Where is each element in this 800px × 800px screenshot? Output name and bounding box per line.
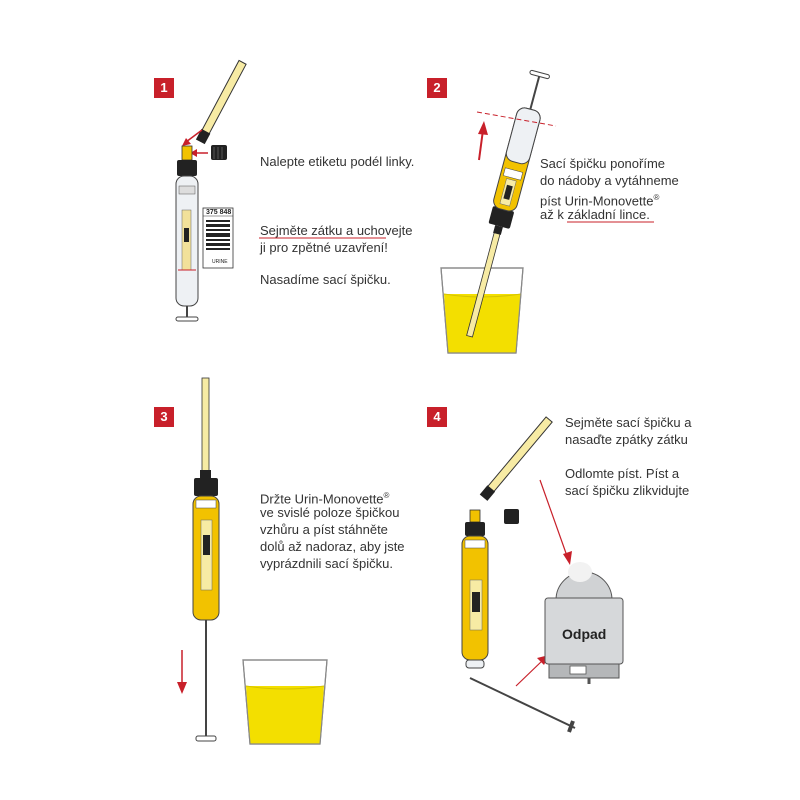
step3-text-3: vzhůru a píst stáhněte [260,522,388,537]
step2-text-4: až k základní lince. [540,207,650,222]
step-2-badge: 2 [427,78,447,98]
step1-cap [211,145,227,160]
step3-suction-tip [202,378,209,474]
step3-text-1: Držte Urin-Monovette® [260,491,390,507]
step1-text-label: Nalepte etiketu podél linky. [260,154,415,169]
waste-bin [545,562,623,684]
step1-label-code: 375 848 [206,209,232,216]
step4-cap [504,509,519,524]
step1-text-tip: Nasadíme sací špičku. [260,272,391,287]
step2-text-2: do nádoby a vytáhneme [540,173,679,188]
step4-tube [462,510,488,668]
step4-plunger [470,678,575,732]
step3-text-2: ve svislé poloze špičkou [260,505,400,520]
step3-tube [193,478,219,741]
step1-suction-tip [196,60,247,144]
step2-text-3: píst Urin-Monovette® [540,193,660,209]
step2-text-1: Sací špičku ponoříme [540,156,666,171]
step1-tube [176,146,198,321]
step-3-badge: 3 [154,407,174,427]
step-4-badge: 4 [427,407,447,427]
step4-arrow-top [540,480,567,556]
waste-bin-label: Odpad [562,626,607,642]
step-1-badge: 1 [154,78,174,98]
step4-text-2: nasaďte zpátky zátku [565,432,688,447]
step4-text-1: Sejměte sací špičku a [565,415,692,430]
step1-label-urine: URINE [212,259,228,265]
step4-suction-tip [480,416,553,501]
step4-text-4: sací špičku zlikvidujte [565,483,690,498]
step3-text-5: vyprázdnili sací špičku. [260,556,393,571]
step4-illustration [462,416,623,732]
step4-arrow-bottom [516,660,543,686]
step1-text-cap: Sejměte zátku a uchovejte [260,223,413,238]
step2-up-arrow [479,130,483,160]
step4-text-3: Odlomte píst. Píst a [565,466,680,481]
step1-text-cap-keep: ji pro zpětné uzavření! [260,240,388,255]
step3-text-4: dolů až nadoraz, aby jste [260,539,405,554]
step3-beaker [243,660,327,744]
